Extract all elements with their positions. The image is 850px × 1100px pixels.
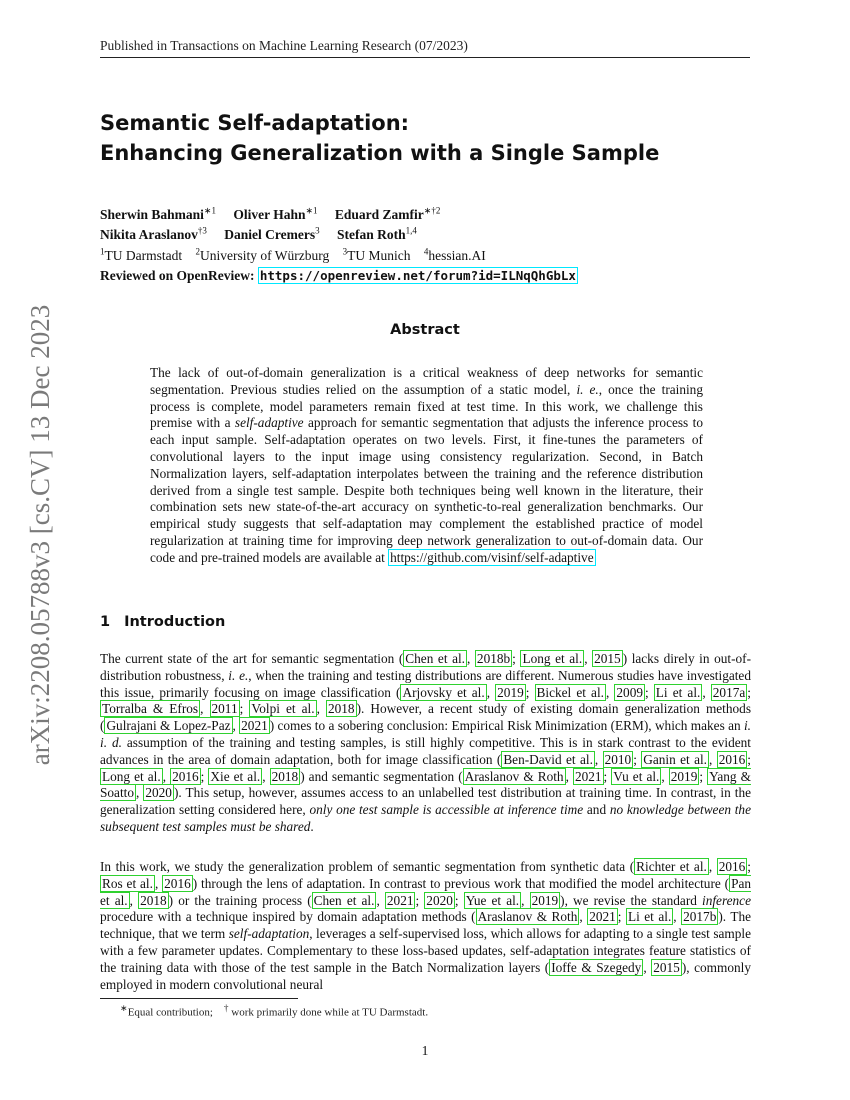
footnote-divider (100, 998, 298, 999)
citation-year-link[interactable]: 2017a (712, 684, 746, 700)
citation-year-link[interactable]: 2016 (172, 768, 199, 784)
citation-link[interactable]: Bickel et al. (536, 684, 604, 700)
citation-link[interactable]: Vu et al. (613, 768, 660, 784)
openreview-link[interactable]: https://openreview.net/forum?id=ILNqQhGbLx (259, 268, 576, 283)
citation-link[interactable]: Ben-David et al. (503, 751, 593, 767)
citation-link[interactable]: Ganin et al. (643, 751, 707, 767)
citation-year-link[interactable]: 2011 (211, 701, 238, 717)
author-row-1 (100, 202, 750, 223)
citation-year-link[interactable]: 2021 (574, 768, 602, 784)
citation-link[interactable]: Long et al. (102, 768, 161, 784)
citation-link[interactable]: Yang & Soatto (100, 768, 751, 801)
author-name: Nikita Araslanov$^{\dagger 3}$ (100, 225, 207, 242)
citation-link[interactable]: Yue et al. (465, 892, 520, 908)
citation-link[interactable]: Long et al. (522, 651, 583, 666)
review-label: Reviewed on OpenReview: (100, 268, 255, 283)
citation-year-link[interactable]: 2016 (718, 751, 746, 767)
paper-title (100, 108, 750, 168)
citation-link[interactable]: Araslanov & Roth (477, 909, 578, 925)
affiliation: $^4$hessian.AI (423, 246, 486, 263)
affiliation: $^3$TU Munich (342, 246, 411, 263)
code-link[interactable]: https://github.com/visinf/self-adaptive (390, 549, 594, 565)
citation-link[interactable]: Arjovsky et al. (402, 684, 485, 700)
citation-year-link[interactable]: 2016 (164, 875, 191, 891)
citation-year-link[interactable]: 2009 (616, 684, 643, 700)
citation-link[interactable]: Ioffe & Szegedy (551, 959, 642, 975)
citation-year-link[interactable]: 2019 (497, 684, 524, 700)
citation-link[interactable]: Chen et al. (405, 651, 466, 666)
footnote: ∗Equal contribution; † work primarily done while at TU Darmstadt. (120, 1003, 429, 1019)
author-name: Daniel Cremers$^3$ (224, 225, 320, 242)
citation-year-link[interactable]: 2018 (327, 701, 355, 717)
author-name: Stefan Roth$^{1,4}$ (337, 225, 417, 242)
citation-link[interactable]: Gulrajani & Lopez-Paz (106, 718, 231, 734)
citation-year-link[interactable]: 2019 (531, 892, 559, 908)
citation-year-link[interactable]: 2018 (140, 892, 167, 908)
citation-link[interactable]: Torralba & Efros (102, 701, 199, 717)
citation-year-link[interactable]: 2016 (718, 859, 746, 874)
openreview-line (100, 268, 750, 284)
citation-year-link[interactable]: 2015 (653, 959, 680, 975)
citation-year-link[interactable]: 2015 (594, 651, 621, 666)
citation-link[interactable]: Ros et al. (102, 875, 153, 891)
citation-link[interactable]: Pan et al. (100, 875, 752, 908)
citation-year-link[interactable]: 2021 (241, 718, 268, 734)
citation-link[interactable]: Chen et al. (313, 892, 375, 908)
affiliations (100, 243, 750, 264)
intro-paragraph-2: In this work, we study the generalization problem of semantic segmentation from synthetic data ( Richter et al. , 2016 ; Ros et al. , 2016 ) through the lens of adaptation. In contrast to previous work that modified the model architecture ( Pan et al. , 2018 ) or the training process ( Chen et al. , 2021 ; 2020 ; Yue et al. , 2019 ), we revise the standard inference procedure with a technique inspired by domain adaptation methods ( Araslanov & Roth , 2021 ; Li et al. , 2017b ). The technique, that we term self-adaptation, leverages a self-supervised loss, which allows for adapting to a single test sample with a few parameter updates. Complementary to these loss-based updates, self-adaptation integrates feature statistics of the training data with those of the test sample in the Batch Normalization layers ( Ioffe & Szegedy , 2015 ), commonly employed in modern convolutional neural (100, 859, 752, 992)
citation-year-link[interactable]: 2019 (670, 768, 698, 784)
citation-year-link[interactable]: 2018 (271, 768, 299, 784)
citation-link[interactable]: Volpi et al. (251, 701, 315, 717)
citation-year-link[interactable]: 2010 (604, 751, 632, 767)
running-header: Published in Transactions on Machine Learning Research (07/2023) (100, 38, 750, 58)
intro-paragraph-1: The current state of the art for semantic segmentation ( Chen et al. , 2018b ; Long et al. , 2015 ) lacks direly in out-of-distribution robustness, i. e., when the training and testing distributions are different. Numerous studies have investigated this issue, primarily focusing on image classification ( Arjovsky et al. , 2019 ; Bickel et al. , 2009 ; Li et al. , 2017a ; Torralba & Efros , 2011 ; Volpi et al. , 2018 ). However, a recent study of existing domain generalization methods ( Gulrajani & Lopez-Paz , 2021 ) comes to a sobering conclusion: Empirical Risk Minimization (ERM), which makes an i. i. d. assumption of the training and testing samples, is still highly competitive. This is in stark contrast to the evident advances in the area of domain adaptation, both for image classification ( Ben-David et al. , 2010 ; Ganin et al. , 2016 ; Long et al. , 2016 ; Xie et al. , 2018 ) and semantic segmentation ( Araslanov & Roth , 2021 ; Vu et al. , 2019 ; Yang & Soatto , 2020 ). This setup, however, assumes access to an unlabelled test distribution at training time. In contrast, in the generalization setting considered here, only one test sample is accessible at inference time and no knowledge between the subsequent test samples must be shared. (100, 651, 752, 834)
citation-year-link[interactable]: 2017b (683, 909, 717, 925)
author-name: Oliver Hahn$^{∗1}$ (233, 205, 318, 222)
citation-year-link[interactable]: 2018b (476, 651, 511, 666)
citation-year-link[interactable]: 2021 (386, 892, 414, 908)
author-block (100, 202, 750, 264)
affiliation: $^1$TU Darmstadt (100, 246, 183, 263)
citation-link[interactable]: Araslanov & Roth (464, 768, 564, 784)
author-name: Sherwin Bahmani$^{∗1}$ (100, 205, 216, 222)
citation-link[interactable]: Xie et al. (210, 768, 261, 784)
section-heading-introduction: 1 Introduction (100, 614, 226, 630)
author-row-2 (100, 223, 750, 244)
title-line-1: Semantic Self-adaptation: (100, 111, 410, 135)
citation-year-link[interactable]: 2020 (145, 785, 172, 801)
citation-year-link[interactable]: 2020 (426, 892, 453, 908)
citation-link[interactable]: Li et al. (655, 684, 701, 700)
citation-link[interactable]: Richter et al. (636, 859, 707, 874)
abstract-body: The lack of out-of-domain generalization is a critical weakness of deep networks for semantic segmentation. Previous studies relied on the assumption of a static model, i. e., once the training process is complete, model parameters remain fixed at test time. In this work, we challenge this premise with a self-adaptive approach for semantic segmentation that adjusts the inference process to each input sample. Self-adaptation operates on two levels. First, it fine-tunes the parameters of convolutional layers to the input image using consistency regularization. Second, in Batch Normalization layers, self-adaptation interpolates between the training and the reference distribution derived from a single test sample. Despite both techniques being well known in the literature, their combination sets new state-of-the-art accuracy on synthetic-to-real generalization benchmarks. Our empirical study suggests that self-adaptation may complement the established practice of model regularization at training time for improving deep network generalization to out-of-domain data. Our code and pre-trained models are available at https://github.com/visinf/self-adaptive (150, 365, 703, 565)
abstract-heading: Abstract (390, 322, 460, 338)
citation-link[interactable]: Li et al. (627, 909, 672, 925)
title-line-2: Enhancing Generalization with a Single Sample (100, 141, 660, 165)
page-number: 1 (421, 1043, 429, 1058)
affiliation: $^2$University of Würzburg (195, 246, 330, 263)
citation-year-link[interactable]: 2021 (589, 909, 616, 925)
arxiv-identifier-stamp[interactable]: arXiv:2208.05788v3 [cs.CV] 13 Dec 2023 (25, 304, 55, 766)
author-name: Eduard Zamfir$^{∗\dagger 2}$ (334, 205, 441, 222)
